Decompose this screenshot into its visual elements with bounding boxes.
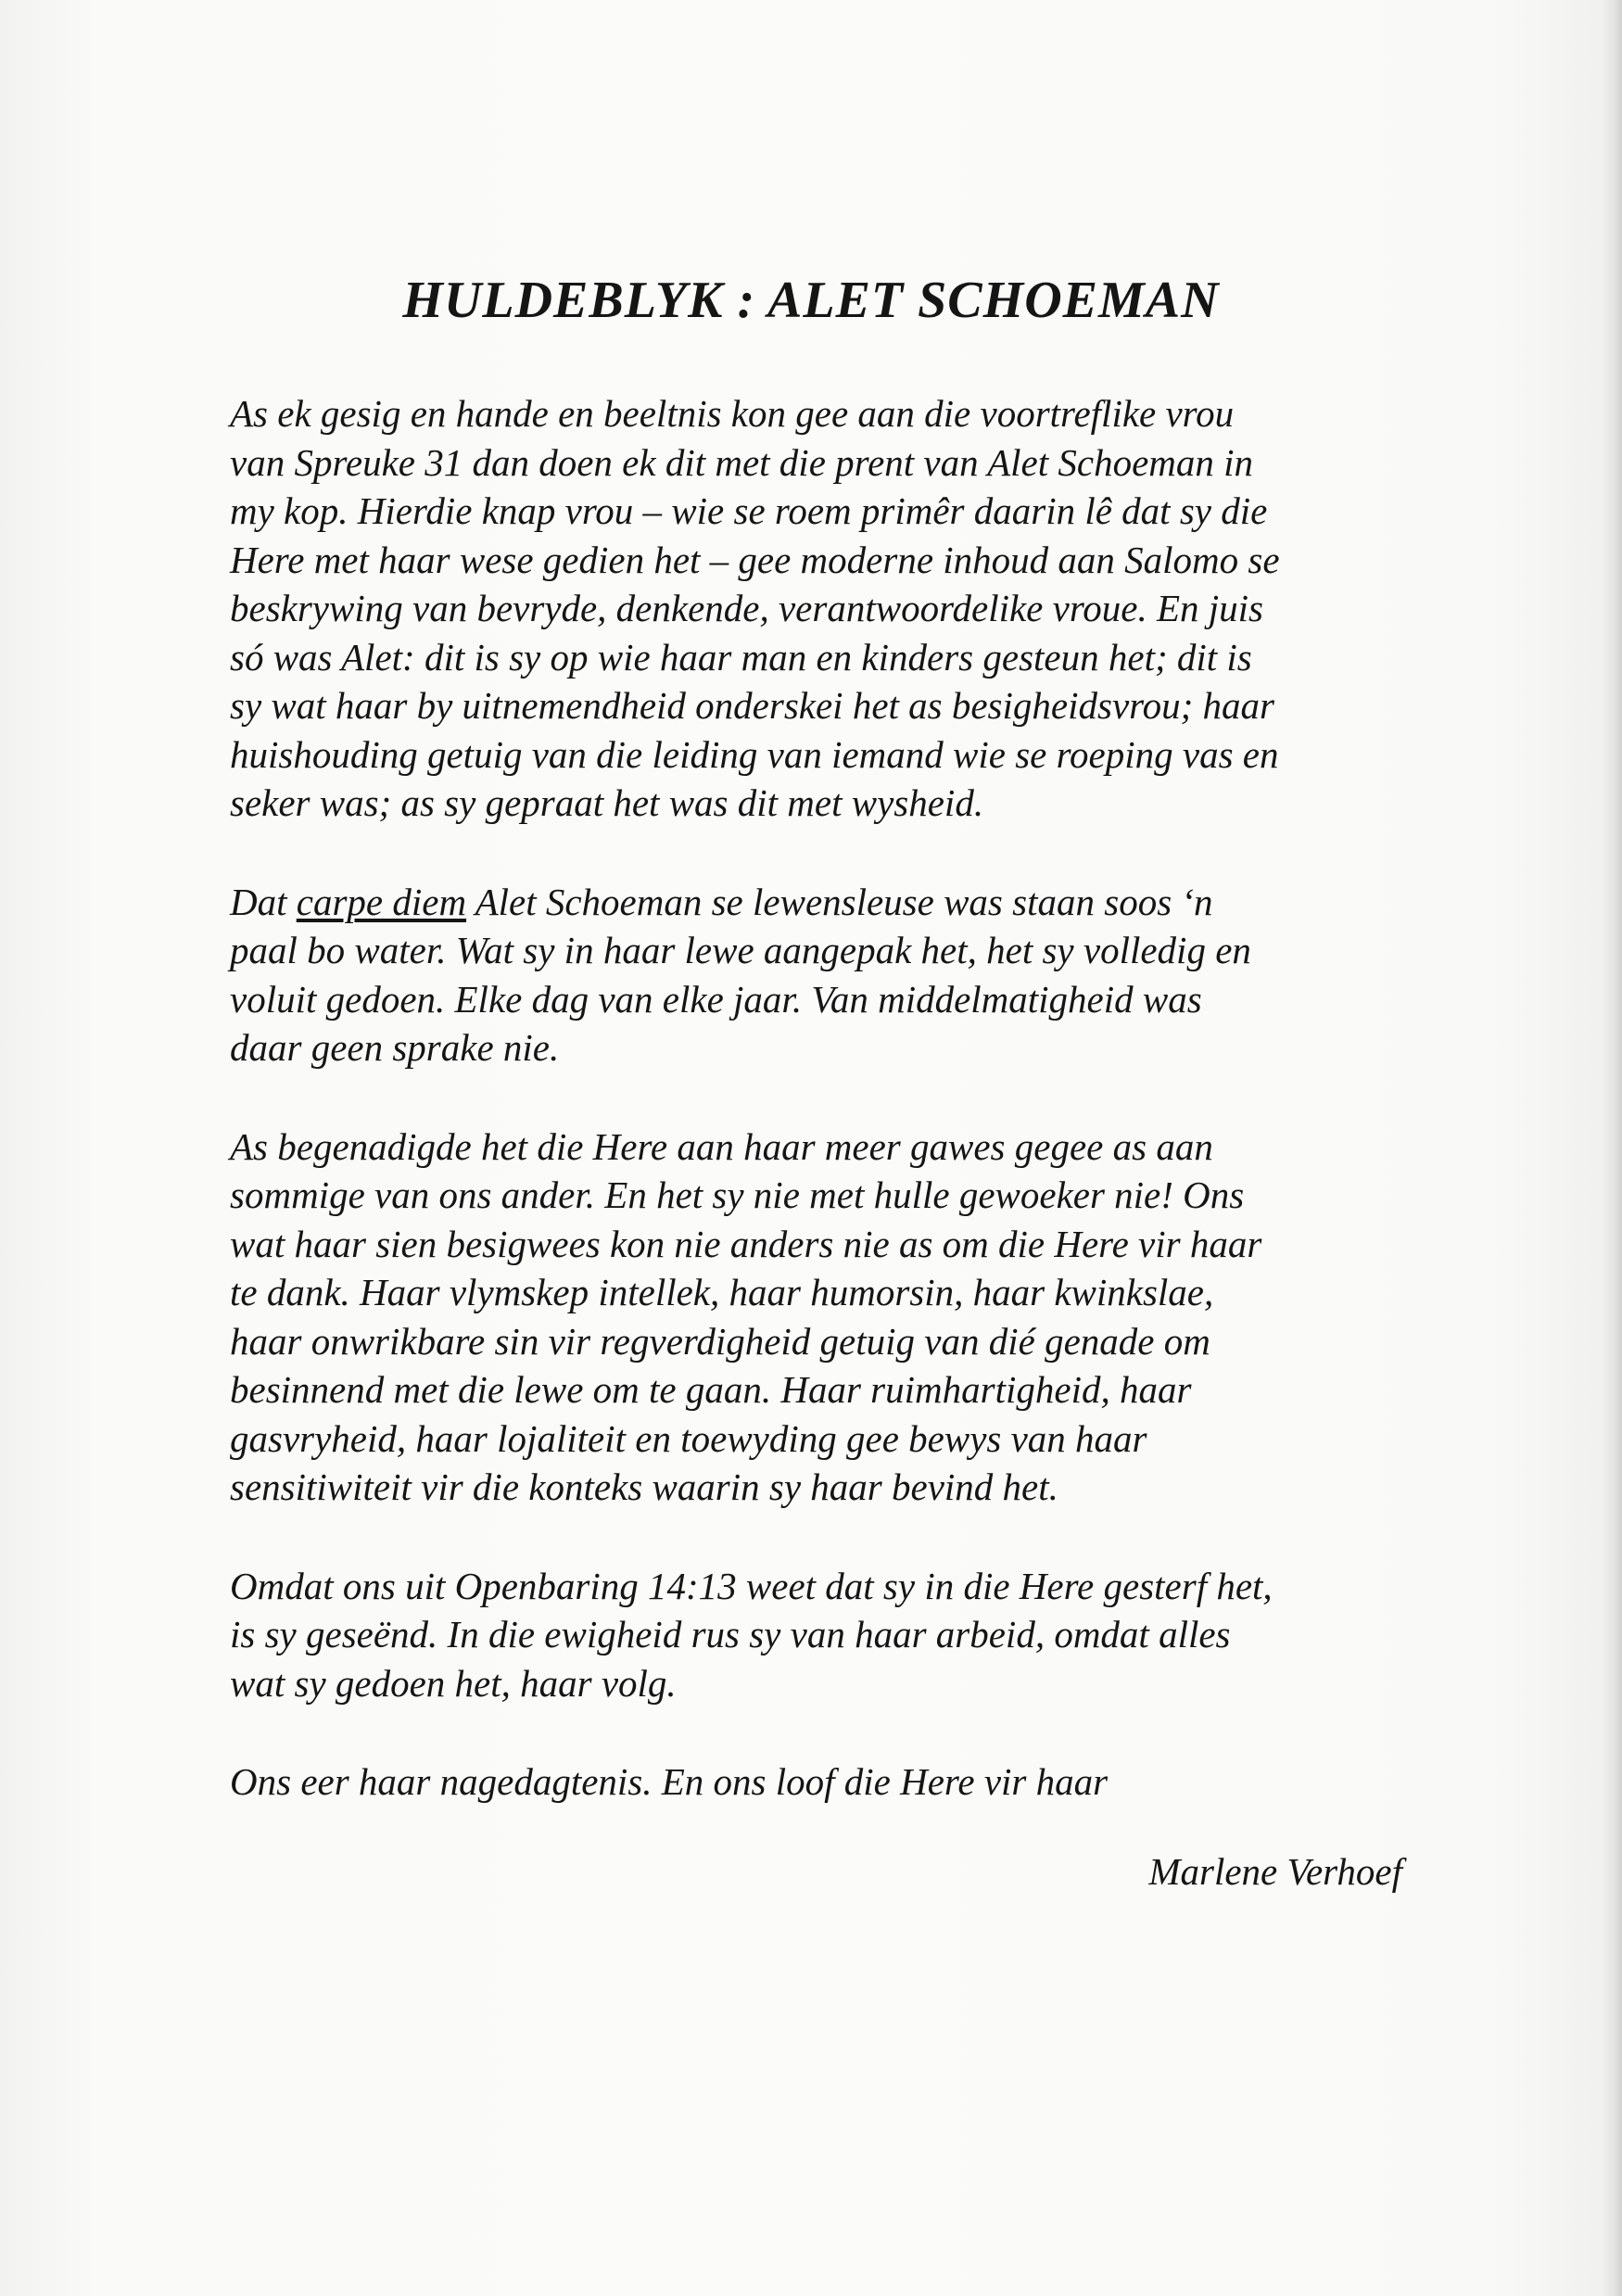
text-line: voluit gedoen. Elke dag van elke jaar. Van middelmatigheid was [230,977,1202,1021]
text-line: Ons eer haar nagedagtenis. En ons loof die Here vir haar [230,1760,1109,1803]
text-line: As ek gesig en hande en beeltnis kon gee aan die voortreflike vrou [230,392,1235,435]
text-line: daar geen sprake nie. [230,1026,560,1069]
paragraph-5 [230,1757,1407,1807]
paragraph-1 [230,389,1407,828]
paragraph-4 [230,1562,1407,1708]
text-line: As begenadigde het die Here aan haar meer gawes gegee as aan [230,1124,1213,1168]
text-line: haar onwrikbare sin vir regverdigheid getuig van dié genade om [230,1319,1210,1363]
text-line: Omdat ons uit Openbaring 14:13 weet dat sy in die Here gesterf het, [230,1564,1273,1607]
text-line: só was Alet: dit is sy op wie haar man en kinders gesteun het; dit is [230,635,1252,679]
text-segment: Alet Schoeman se lewensleuse was staan soos ‘n [466,880,1213,923]
text-segment: Dat [230,880,297,923]
text-line: besinnend met die lewe om te gaan. Haar ruimhartigheid, haar [230,1368,1192,1411]
paragraph-3 [230,1123,1407,1512]
text-line: beskrywing van bevryde, denkende, verantwoordelike vroue. En juis [230,587,1263,629]
text-line: wat sy gedoen het, haar volg. [230,1661,677,1705]
text-line: huishouding getuig van die leiding van iemand wie se roeping vas en [230,732,1279,776]
text-line: sy wat haar by uitnemendheid onderskei het as besigheidsvrou; haar [230,684,1274,727]
text-line: paal bo water. Wat sy in haar lewe aangepak het, het sy volledig en [230,929,1251,971]
paragraph-2 [230,878,1407,1072]
document-body [230,389,1407,1857]
signature: Marlene Verhoef [1148,1850,1402,1893]
text-line: is sy geseënd. In die ewigheid rus sy van haar arbeid, omdat alles [230,1613,1231,1655]
underlined-phrase: carpe diem [296,880,467,923]
text-line: te dank. Haar vlymskep intellek, haar humorsin, haar kwinkslae, [230,1271,1214,1313]
text-line: sommige van ons ander. En het sy nie met hulle gewoeker nie! Ons [230,1173,1245,1216]
text-line: Here met haar wese gedien het – gee moderne inhoud aan Salomo se [230,538,1280,581]
text-line: sensitiwiteit vir die konteks waarin sy haar bevind het. [230,1465,1058,1508]
text-line: gasvryheid, haar lojaliteit en toewyding gee bewys van haar [230,1416,1147,1460]
page-edge-shadow [1602,0,1622,2296]
text-line: van Spreuke 31 dan doen ek dit met die prent van Alet Schoeman in [230,440,1254,484]
text-line: wat haar sien besigwees kon nie anders nie as om die Here vir haar [230,1222,1262,1265]
page-title: HULDEBLYK : ALET SCHOEMAN [402,272,1220,329]
text-line: my kop. Hierdie knap vrou – wie se roem primêr daarin lê dat sy die [230,489,1268,532]
text-line [230,878,1407,927]
text-line: seker was; as sy gepraat het was dit met wysheid. [230,781,984,824]
